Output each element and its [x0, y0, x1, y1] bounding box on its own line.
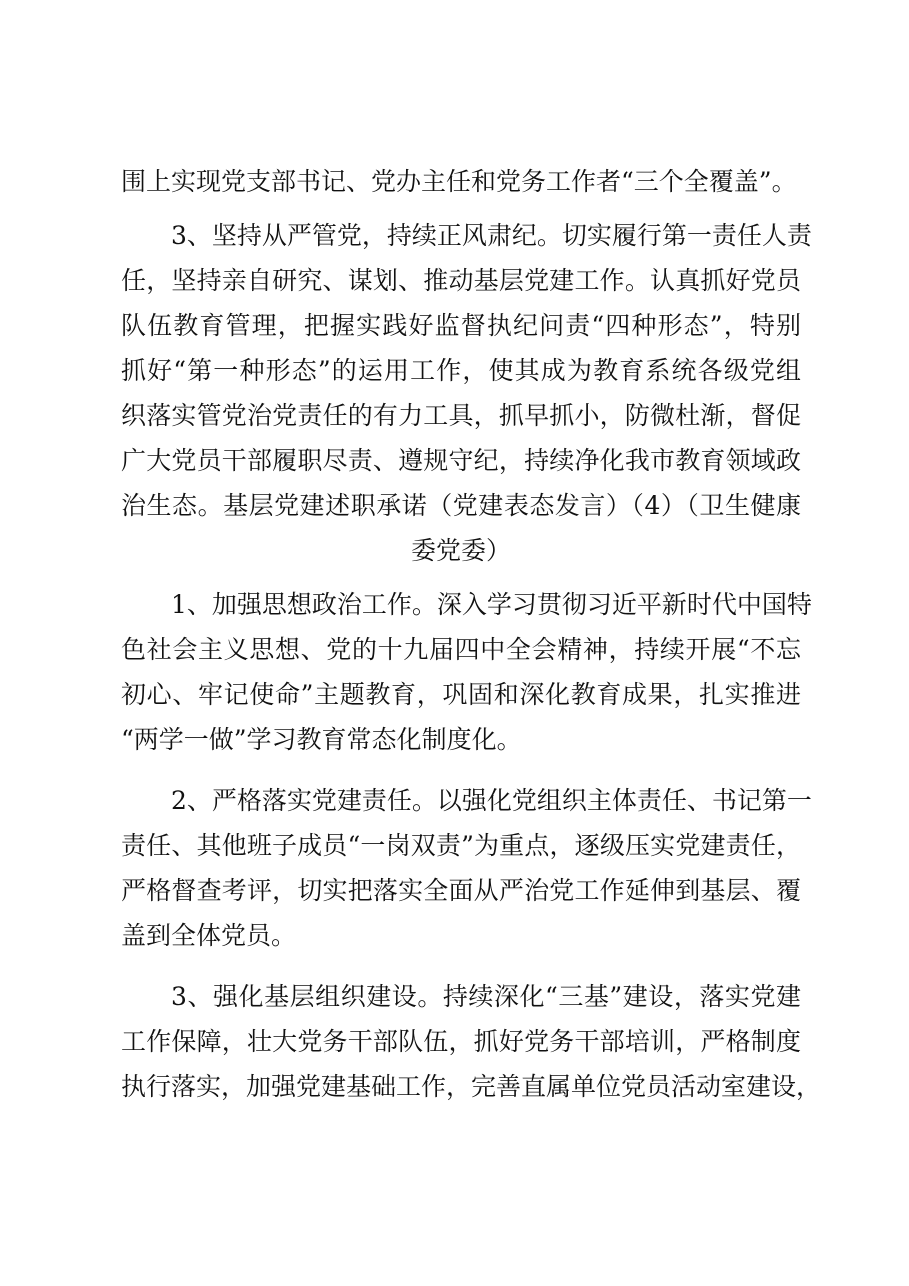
text-line: 初心、牢记使命”主题教育，巩固和深化教育成果，扎实推进	[121, 680, 801, 709]
text-line: 责任、其他班子成员“一岗双责”为重点，逐级压实党建责任，	[121, 831, 801, 860]
text-line: 工作保障，壮大党务干部队伍，抓好党务干部培训，严格制度	[121, 1027, 801, 1056]
text-line: 广大党员干部履职尽责、遵规守纪，持续净化我市教育领域政	[121, 446, 801, 475]
text-line: 围上实现党支部书记、党办主任和党务工作者“三个全覆盖”。	[121, 167, 797, 196]
text-line: 任，坚持亲自研究、谋划、推动基层党建工作。认真抓好党员	[121, 266, 801, 295]
text-line: 3、强化基层组织建设。持续深化“三基”建设，落实党建	[171, 982, 801, 1011]
text-line: 抓好“第一种形态”的运用工作，使其成为教育系统各级党组	[121, 356, 801, 385]
text-line: 2、严格落实党建责任。以强化党组织主体责任、书记第一	[171, 786, 812, 815]
text-line: 织落实管党治党责任的有力工具，抓早抓小，防微杜渐，督促	[121, 401, 801, 430]
text-line: 队伍教育管理，把握实践好监督执纪问责“四种形态”，特别	[121, 311, 801, 340]
text-line: “两学一做”学习教育常态化制度化。	[121, 725, 522, 754]
text-line: 严格督查考评，切实把落实全面从严治党工作延伸到基层、覆	[121, 876, 801, 905]
text-line: 色社会主义思想、党的十九届四中全会精神，持续开展“不忘	[121, 635, 801, 664]
text-line: 治生态。基层党建述职承诺（党建表态发言）（4）（卫生健康	[121, 491, 801, 520]
text-line: 1、加强思想政治工作。深入学习贯彻习近平新时代中国特	[171, 590, 812, 619]
text-line: 执行落实，加强党建基础工作，完善直属单位党员活动室建设，	[121, 1072, 822, 1101]
text-line: 盖到全体党员。	[121, 921, 297, 950]
text-line-centered: 委党委）	[410, 536, 511, 565]
text-line: 3、坚持从严管党，持续正风肃纪。切实履行第一责任人责	[171, 221, 812, 250]
